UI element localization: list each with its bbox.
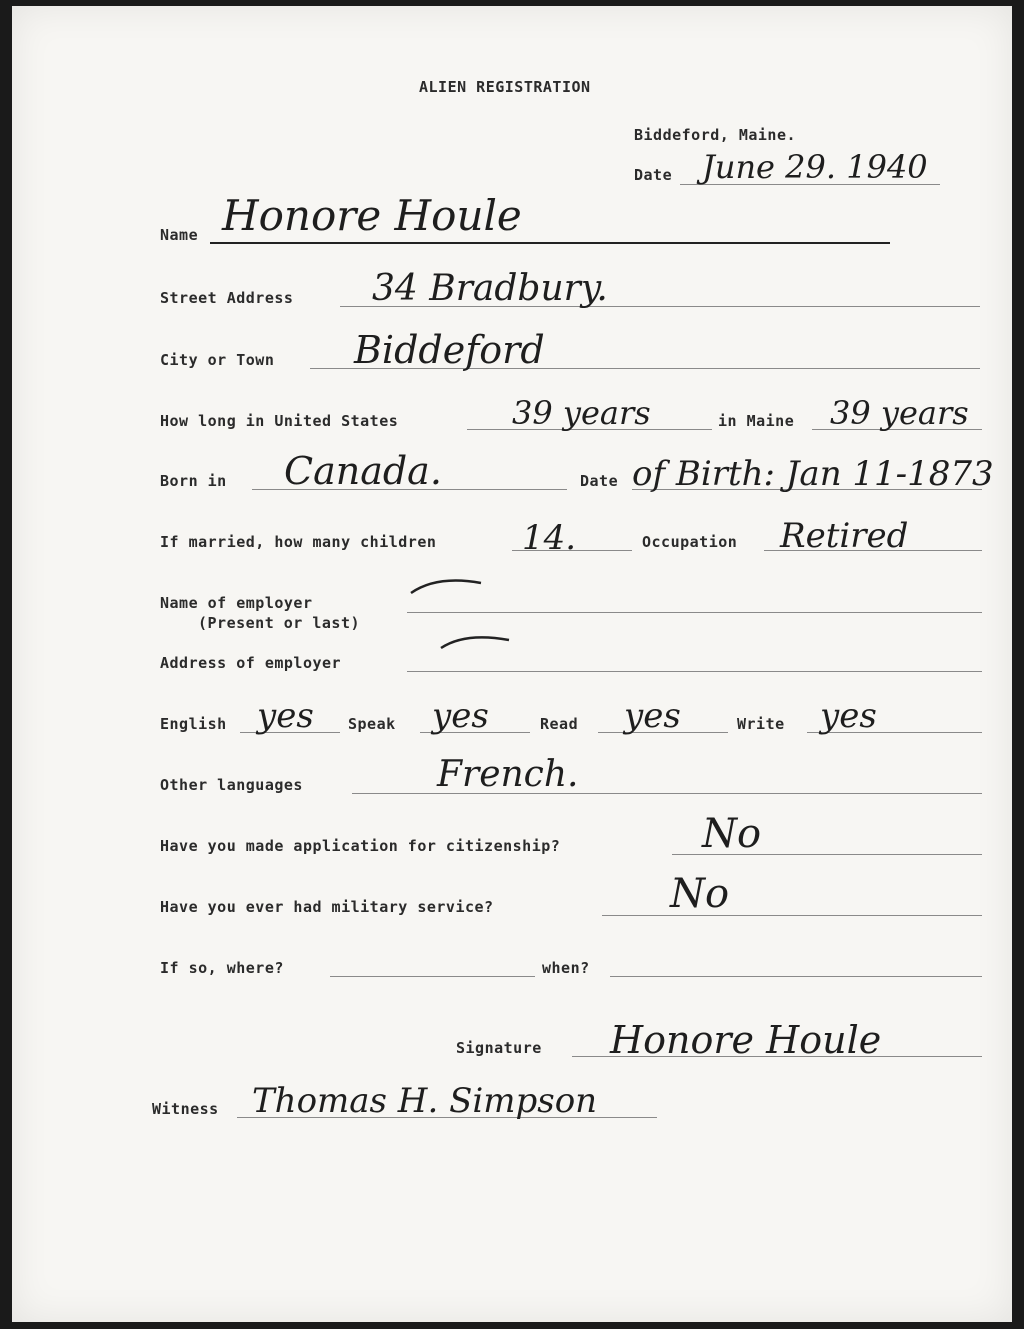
when-line bbox=[610, 976, 982, 977]
write-value: yes bbox=[820, 696, 877, 736]
witness-label: Witness bbox=[152, 1100, 219, 1118]
signature-value: Honore Houle bbox=[610, 1018, 882, 1062]
military-label: Have you ever had military service? bbox=[160, 898, 494, 916]
english-label: English bbox=[160, 715, 227, 733]
name-line bbox=[210, 242, 890, 244]
children-value: 14. bbox=[522, 518, 577, 558]
date-value: June 29. 1940 bbox=[702, 148, 928, 186]
in-maine-value: 39 years bbox=[830, 394, 969, 432]
other-lang-label: Other languages bbox=[160, 776, 303, 794]
how-long-value: 39 years bbox=[512, 394, 651, 432]
where-label: If so, where? bbox=[160, 959, 284, 977]
employer-address-dash-mark bbox=[437, 626, 517, 656]
employer-address-line bbox=[407, 671, 982, 672]
children-label: If married, how many children bbox=[160, 533, 437, 551]
registration-form bbox=[12, 6, 1012, 1322]
city-value: Biddeford bbox=[354, 328, 545, 372]
write-label: Write bbox=[737, 715, 785, 733]
read-label: Read bbox=[540, 715, 579, 733]
signature-label: Signature bbox=[456, 1039, 542, 1057]
occupation-label: Occupation bbox=[642, 533, 738, 551]
name-value: Honore Houle bbox=[222, 191, 522, 240]
citizenship-value: No bbox=[702, 811, 762, 857]
employer-sub-label: (Present or last) bbox=[198, 614, 361, 632]
employer-line bbox=[407, 612, 982, 613]
born-value: Canada. bbox=[284, 449, 442, 493]
witness-value: Thomas H. Simpson bbox=[252, 1081, 598, 1121]
occupation-value: Retired bbox=[780, 516, 909, 556]
city-label: City or Town bbox=[160, 351, 275, 369]
other-lang-value: French. bbox=[437, 754, 579, 795]
form-title: ALIEN REGISTRATION bbox=[419, 78, 591, 96]
employer-address-label: Address of employer bbox=[160, 654, 342, 672]
born-label: Born in bbox=[160, 472, 227, 490]
speak-label: Speak bbox=[348, 715, 396, 733]
citizenship-label: Have you made application for citizenship? bbox=[160, 837, 561, 855]
read-value: yes bbox=[624, 696, 681, 736]
date-label: Date bbox=[634, 166, 673, 184]
place-label: Biddeford, Maine. bbox=[634, 126, 797, 144]
dob-label: Date bbox=[580, 472, 619, 490]
how-long-label: How long in United States bbox=[160, 412, 399, 430]
employer-label: Name of employer bbox=[160, 594, 313, 612]
speak-value: yes bbox=[432, 696, 489, 736]
name-label: Name bbox=[160, 226, 199, 244]
street-value: 34 Bradbury. bbox=[372, 268, 608, 309]
military-value: No bbox=[670, 871, 730, 917]
dob-value: of Birth: Jan 11-1873 bbox=[632, 454, 994, 494]
where-line bbox=[330, 976, 535, 977]
military-line bbox=[602, 915, 982, 916]
employer-dash-mark bbox=[407, 571, 487, 601]
in-maine-label: in Maine bbox=[718, 412, 795, 430]
when-label: when? bbox=[542, 959, 590, 977]
street-label: Street Address bbox=[160, 289, 294, 307]
english-value: yes bbox=[257, 696, 314, 736]
